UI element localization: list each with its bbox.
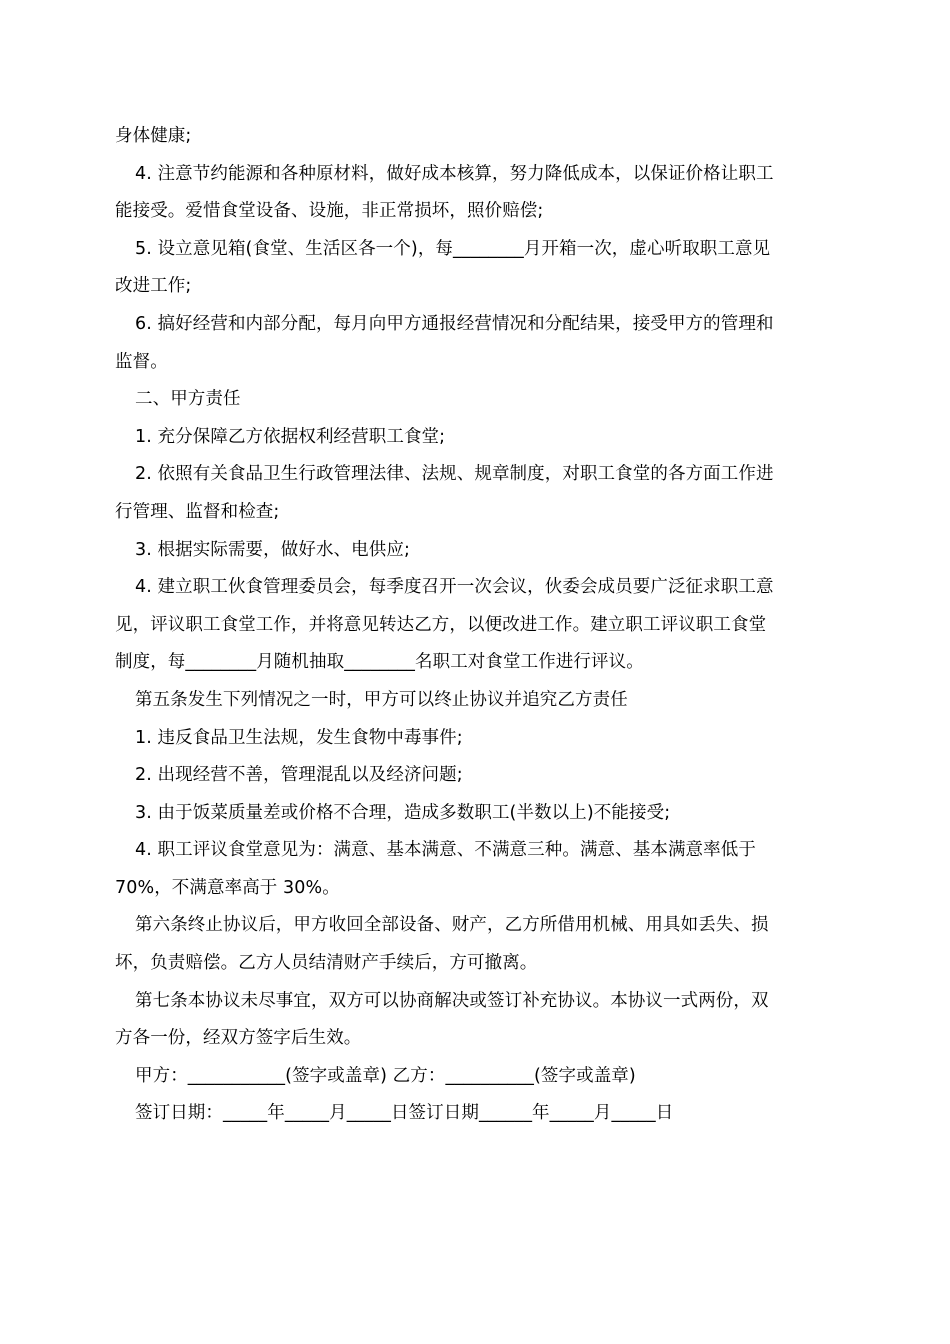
text-line: 5. 设立意见箱(食堂、生活区各一个)，每________月开箱一次，虚心听取职工意见 [135, 238, 771, 259]
text-line: 身体健康; [115, 126, 192, 146]
text-line: 4. 注意节约能源和各种原材料，做好成本核算，努力降低成本，以保证价格让职工 [135, 163, 774, 184]
text-line: 坏，负责赔偿。乙方人员结清财产手续后，方可撤离。 [115, 953, 538, 974]
text-line: 第七条本协议未尽事宜，双方可以协商解决或签订补充协议。本协议一式两份，双 [135, 990, 769, 1011]
text-line: 6. 搞好经营和内部分配，每月向甲方通报经营情况和分配结果，接受甲方的管理和 [135, 313, 774, 334]
text-line: 3. 根据实际需要，做好水、电供应; [135, 539, 410, 560]
text-line: 70%，不满意率高于 30%。 [115, 877, 340, 898]
section-heading: 二、甲方责任 [135, 389, 241, 410]
article-heading: 第五条发生下列情况之一时，甲方可以终止协议并追究乙方责任 [135, 689, 628, 710]
text-line: 制度，每________月随机抽取________名职工对食堂工作进行评议。 [115, 652, 644, 673]
text-line: 第六条终止协议后，甲方收回全部设备、财产，乙方所借用机械、用具如丢失、损 [135, 915, 769, 936]
text-line: 见，评议职工食堂工作，并将意见转达乙方，以便改进工作。建立职工评议职工食堂 [115, 614, 767, 635]
text-line: 1. 违反食品卫生法规，发生食物中毒事件; [135, 727, 463, 748]
text-line: 3. 由于饭菜质量差或价格不合理，造成多数职工(半数以上)不能接受; [135, 802, 671, 823]
signature-line: 甲方：___________(签字或盖章) 乙方：__________(签字或盖章) [135, 1065, 636, 1086]
text-line: 改进工作; [115, 276, 192, 297]
text-line: 能接受。爱惜食堂设备、设施，非正常损坏，照价赔偿; [115, 201, 544, 222]
text-line: 1. 充分保障乙方依据权利经营职工食堂; [135, 426, 446, 447]
text-line: 4. 建立职工伙食管理委员会，每季度召开一次会议，伙委会成员要广泛征求职工意 [135, 577, 774, 598]
text-line: 方各一份，经双方签字后生效。 [115, 1028, 362, 1049]
signing-date-line: 签订日期：_____年_____月_____日签订日期______年_____月_____日 [135, 1103, 674, 1124]
text-line: 2. 出现经营不善，管理混乱以及经济问题; [135, 765, 463, 786]
text-line: 2. 依照有关食品卫生行政管理法律、法规、规章制度，对职工食堂的各方面工作进 [135, 464, 774, 485]
document-body [115, 118, 835, 1133]
text-line: 行管理、监督和检查; [115, 501, 280, 522]
text-line: 4. 职工评议食堂意见为：满意、基本满意、不满意三种。满意、基本满意率低于 [135, 840, 756, 861]
text-line: 监督。 [115, 351, 168, 372]
